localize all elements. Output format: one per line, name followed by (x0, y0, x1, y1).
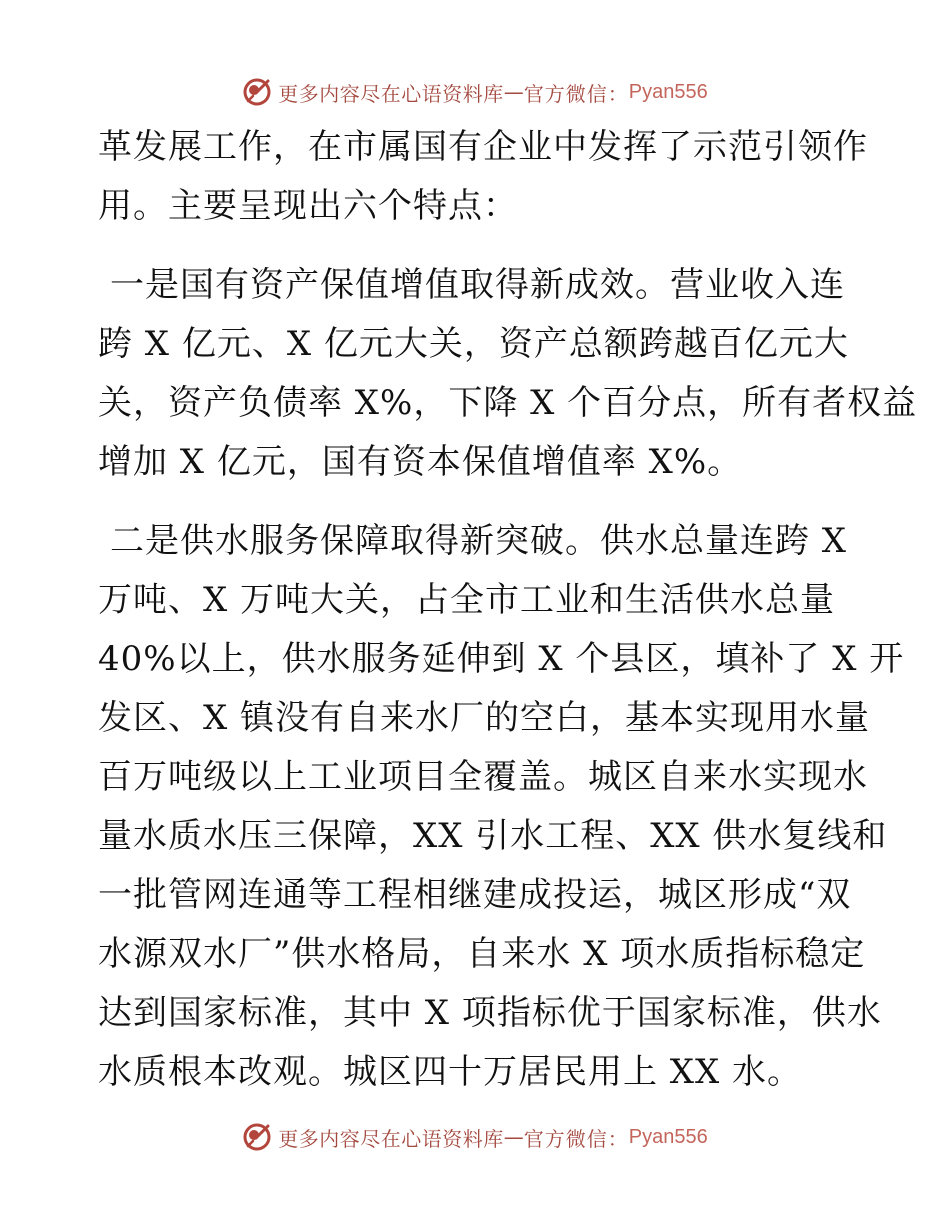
text-line: 万吨、X 万吨大关，占全市工业和生活供水总量 (98, 580, 836, 620)
text-line: 量水质水压三保障，XX 引水工程、XX 供水复线和 (98, 816, 888, 856)
text-line: 革发展工作，在市属国有企业中发挥了示范引领作 (98, 127, 868, 167)
document-body (98, 118, 918, 1122)
text-line: 用。主要呈现出六个特点： (98, 186, 518, 226)
banner-wechat-label: 官方微信： (523, 1126, 629, 1151)
text-line: 跨 X 亿元、X 亿元大关，资产总额跨越百亿元大 (98, 324, 849, 364)
text-line: 一批管网连通等工程相继建成投运，城区形成“双 (98, 875, 852, 915)
brand-logo-icon (242, 77, 272, 107)
paragraph-point-one (98, 256, 918, 492)
text-line: 达到国家标准，其中 X 项指标优于国家标准，供水 (98, 993, 882, 1033)
text-line: 40%以上，供水服务延伸到 X 个县区，填补了 X 开 (98, 639, 905, 679)
text-line: 关，资产负债率 X%，下降 X 个百分点，所有者权益 (98, 383, 918, 423)
banner-main-text: 更多内容尽在心语资料库 (278, 1126, 504, 1151)
banner-main-text: 更多内容尽在心语资料库 (278, 81, 504, 106)
text-line: 水质根本改观。城区四十万居民用上 XX 水。 (98, 1052, 803, 1092)
paragraph-intro (98, 118, 868, 236)
paragraph-point-two (98, 512, 905, 1102)
text-line: 二是供水服务保障取得新突破。供水总量连跨 X (110, 521, 848, 561)
banner-dash: — (503, 1125, 524, 1149)
text-line: 增加 X 亿元，国有资本保值增值率 X%。 (98, 442, 743, 482)
banner-wechat-id: Pyan556 (628, 1125, 708, 1148)
header-watermark-banner (0, 70, 950, 114)
text-line: 一是国有资产保值增值取得新成效。营业收入连 (110, 265, 845, 305)
text-line: 百万吨级以上工业项目全覆盖。城区自来水实现水 (98, 757, 868, 797)
banner-wechat-label: 官方微信： (523, 81, 629, 106)
footer-watermark-banner (0, 1115, 950, 1159)
text-line: 发区、X 镇没有自来水厂的空白，基本实现用水量 (98, 698, 871, 738)
brand-logo-icon (242, 1122, 272, 1152)
banner-wechat-id: Pyan556 (628, 80, 708, 103)
banner-dash: — (503, 80, 524, 104)
text-line: 水源双水厂”供水格局，自来水 X 项水质指标稳定 (98, 934, 866, 974)
